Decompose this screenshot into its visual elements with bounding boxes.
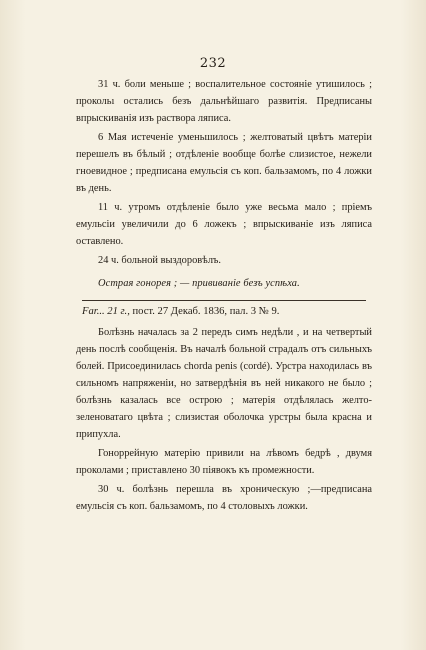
- paragraph: 31 ч. боли меньше ; воспалительное состояніе утишилось ; прокольı остались безъ дальнѣйшаго развитія. Предписаны впрыскиванія изъ раствора ляписа.: [76, 79, 372, 124]
- section-divider: [82, 300, 366, 301]
- page-body: [76, 76, 372, 517]
- case-header: [76, 303, 372, 320]
- case-details: пост. 27 Декаб. 1836, пал. 3 № 9.: [129, 306, 280, 317]
- section-title: Острая гонорея ; — прививаніе безъ успѣха.: [98, 278, 300, 289]
- paragraph: 11 ч. утромъ отдѣленіе было уже весьма мало ; пріемъ емульсіи увеличили до 6 ложекъ ; впрыскиваніе изъ ляписа оставлено.: [76, 202, 372, 247]
- paragraph: Болѣзнь началась за 2 передъ симъ недѣли , и на четвертый день послѣ сообщенія. Въ началѣ больной страдалъ отъ сильныхъ болей. Присоединилась chorda penis (cordé). Урстра находилась въ сильномъ напряженіи, но затвердѣнія въ ней никакого не было ; болѣзнь казалась все острою ; матерія отдѣлялась желто-зеленоватаго цвѣта ; слизистая оболочка урстры была красна и припухла.: [76, 327, 372, 440]
- patient-name: Far... 21 г.,: [82, 306, 130, 317]
- paragraph: 6 Мая истеченіе уменьшилось ; желтоватый цвѣтъ матеріи перешелъ въ бѣлый ; отдѣленіе вообще болѣе слизистое, нежели гноевидное ; предписана емульсія съ коп. бальзамомъ, по 4 ложки въ день.: [76, 132, 372, 194]
- paragraph: 30 ч. болѣзнь перешла въ хроническую ;—предписана емульсія съ коп. бальзамомъ, по 4 столовыхъ ложки.: [76, 484, 372, 512]
- paragraph: 24 ч. больной выздоровѣлъ.: [98, 255, 221, 266]
- paragraph: Гоноррейную матерію привили на лѣвомъ бедрѣ , двумя проколами ; приставлено 30 піявокъ къ промежности.: [76, 448, 372, 476]
- page-number: 232: [199, 56, 227, 71]
